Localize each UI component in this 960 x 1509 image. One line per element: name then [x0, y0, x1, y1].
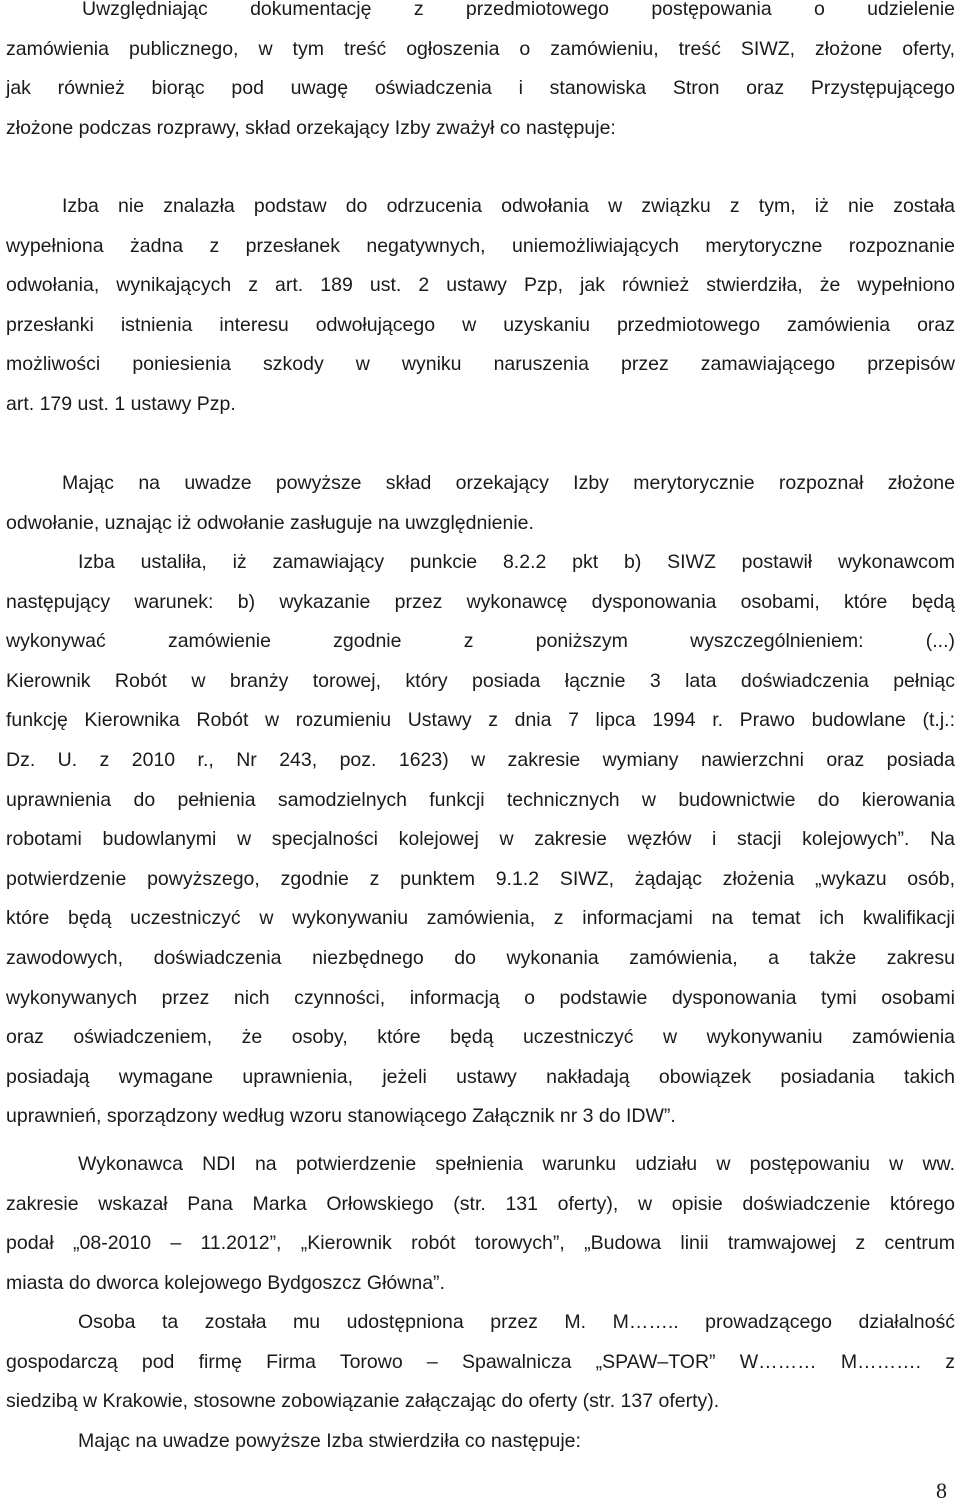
- text-line: Dz. U. z 2010 r., Nr 243, poz. 1623) w zakresie wymiany nawierzchni oraz posiada: [6, 749, 955, 771]
- text-line: Wykonawca NDI na potwierdzenie spełnienia warunku udziału w postępowaniu w ww.: [78, 1153, 955, 1175]
- text-line: złożone podczas rozprawy, skład orzekający Izby zważył co następuje:: [6, 116, 616, 139]
- text-line: Mając na uwadze powyższe skład orzekający Izby merytorycznie rozpoznał złożone: [62, 472, 955, 494]
- text-line: następujący warunek: b) wykazanie przez wykonawcę dysponowania osobami, które będą: [6, 590, 955, 613]
- text-line: podał „08-2010 – 11.2012”, „Kierownik robót torowych”, „Budowa linii tramwajowej z centrum: [6, 1232, 955, 1255]
- text-line: które będą uczestniczyć w wykonywaniu zamówienia, z informacjami na temat ich kwalifikacji: [6, 907, 955, 930]
- text-line: Kierownik Robót w branży torowej, który posiada łącznie 3 lata doświadczenia pełniąc: [6, 669, 955, 692]
- text-line: art. 179 ust. 1 ustawy Pzp.: [6, 393, 236, 415]
- text-line: zawodowych, doświadczenia niezbędnego do wykonania zamówienia, a także zakresu: [6, 947, 955, 969]
- text-line: funkcję Kierownika Robót w rozumieniu Ustawy z dnia 7 lipca 1994 r. Prawo budowlane (t.j.:: [6, 709, 955, 732]
- text-line: odwołanie, uznając iż odwołanie zasługuje na uwzględnienie.: [6, 511, 534, 534]
- text-line: wykonywanych przez nich czynności, informacją o podstawie dysponowania tymi osobami: [6, 986, 955, 1009]
- text-line: uprawnienia do pełnienia samodzielnych funkcji technicznych w budownictwie do kierowania: [6, 788, 955, 811]
- page-number: 8: [936, 1478, 947, 1503]
- text-line: zakresie wskazał Pana Marka Orłowskiego (str. 131 oferty), w opisie doświadczenie którego: [6, 1192, 955, 1215]
- text-line: miasta do dworca kolejowego Bydgoszcz Główna”.: [6, 1271, 445, 1294]
- text-line: Osoba ta została mu udostępniona przez M. M…….. prowadzącego działalność: [78, 1311, 955, 1333]
- text-line: uprawnień, sporządzony według wzoru stanowiącego Załącznik nr 3 do IDW”.: [6, 1105, 676, 1128]
- text-line: siedzibą w Krakowie, stosowne zobowiązanie załączając do oferty (str. 137 oferty).: [6, 1390, 720, 1413]
- text-line: zamówienia publicznego, w tym treść ogłoszenia o zamówieniu, treść SIWZ, złożone oferty,: [6, 37, 955, 60]
- text-line: Izba ustaliła, iż zamawiający punkcie 8.2.2 pkt b) SIWZ postawił wykonawcom: [78, 551, 955, 573]
- text-line: Uwzględniając dokumentację z przedmiotowego postępowania o udzielenie: [82, 0, 955, 20]
- text-line: gospodarczą pod firmę Firma Torowo – Spawalnicza „SPAW–TOR” W……… M………. z: [6, 1350, 955, 1373]
- text-line: wykonywać zamówienie zgodnie z poniższym wyszczególnieniem: (...): [6, 630, 955, 653]
- text-line: potwierdzenie powyższego, zgodnie z punktem 9.1.2 SIWZ, żądając złożenia „wykazu osób,: [6, 867, 955, 890]
- text-line: możliwości poniesienia szkody w wyniku naruszenia przez zamawiającego przepisów: [6, 353, 955, 376]
- text-line: Mając na uwadze powyższe Izba stwierdziła co następuje:: [78, 1430, 581, 1452]
- text-line: oraz oświadczeniem, że osoby, które będą uczestniczyć w wykonywaniu zamówienia: [6, 1026, 955, 1049]
- text-line: odwołania, wynikających z art. 189 ust. 2 ustawy Pzp, jak również stwierdziła, że wypełniono: [6, 274, 955, 297]
- text-line: przesłanki istnienia interesu odwołującego w uzyskaniu przedmiotowego zamówienia oraz: [6, 313, 955, 336]
- text-line: jak również biorąc pod uwagę oświadczenia i stanowiska Stron oraz Przystępującego: [6, 77, 955, 100]
- text-line: posiadają wymagane uprawnienia, jeżeli ustawy nakładają obowiązek posiadania takich: [6, 1065, 955, 1088]
- text-line: robotami budowlanymi w specjalności kolejowej w zakresie węzłów i stacji kolejowych”. Na: [6, 828, 955, 851]
- text-line: wypełniona żadna z przesłanek negatywnych, uniemożliwiających merytoryczne rozpoznanie: [6, 234, 955, 257]
- text-line: Izba nie znalazła podstaw do odrzucenia odwołania w związku z tym, iż nie została: [62, 195, 955, 217]
